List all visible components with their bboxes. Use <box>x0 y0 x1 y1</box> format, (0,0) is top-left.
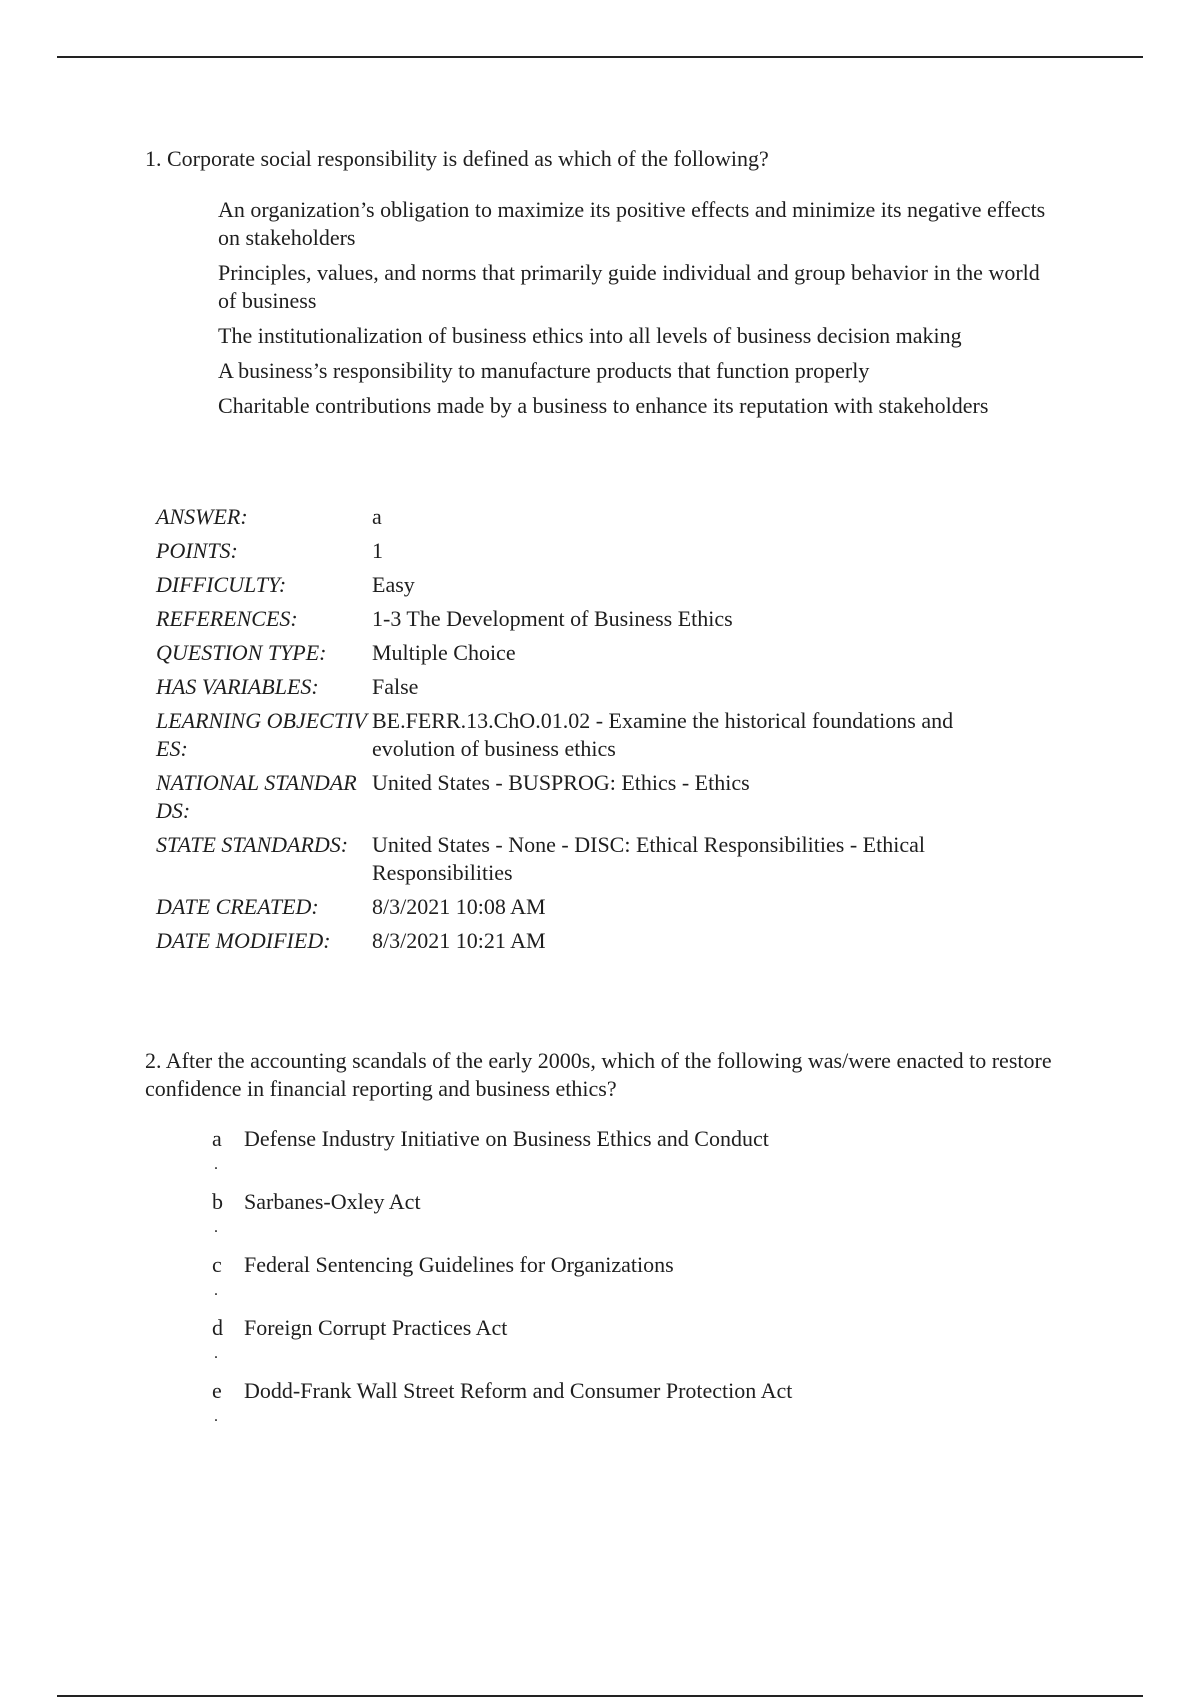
meta-label: DIFFICULTY: <box>156 572 287 597</box>
meta-row-difficulty <box>156 571 1032 605</box>
option-letter-dot: . <box>214 1219 218 1236</box>
option-letter: d <box>212 1315 223 1340</box>
meta-row-date-created <box>156 893 1032 927</box>
meta-row-question-type <box>156 639 1032 673</box>
meta-value: 1-3 The Development of Business Ethics <box>372 606 733 631</box>
option-text: Sarbanes-Oxley Act <box>244 1189 421 1214</box>
meta-row-references <box>156 605 1032 639</box>
meta-value: a <box>372 504 382 529</box>
meta-row-learning-objectives <box>156 707 1032 769</box>
meta-label: NATIONAL STANDARDS: <box>156 770 357 823</box>
meta-value: United States - None - DISC: Ethical Responsibilities - Ethical Responsibilities <box>372 832 925 885</box>
option-letter: e <box>212 1378 222 1403</box>
meta-value: False <box>372 674 419 699</box>
option-letter: c <box>212 1252 222 1277</box>
option-text: Dodd-Frank Wall Street Reform and Consumer Protection Act <box>244 1378 793 1403</box>
meta-label: LEARNING OBJECTIVES: <box>156 708 367 761</box>
meta-label: ANSWER: <box>156 504 248 529</box>
question-1-text: 1. Corporate social responsibility is defined as which of the following? <box>145 146 769 171</box>
bottom-rule <box>57 1695 1143 1697</box>
meta-label: DATE CREATED: <box>156 894 319 919</box>
meta-label: DATE MODIFIED: <box>156 928 331 953</box>
meta-value: BE.FERR.13.ChO.01.02 - Examine the historical foundations and evolution of business ethics <box>372 708 954 761</box>
meta-row-answer <box>156 503 1032 537</box>
option-b: Principles, values, and norms that primarily guide individual and group behavior in the world of business <box>218 260 1040 313</box>
option-letter-dot: . <box>214 1345 218 1362</box>
question-1-options <box>218 196 1048 427</box>
option-text: Foreign Corrupt Practices Act <box>244 1315 508 1340</box>
meta-row-national-standards <box>156 769 1032 831</box>
meta-label: QUESTION TYPE: <box>156 640 327 665</box>
option-text: Defense Industry Initiative on Business Ethics and Conduct <box>244 1126 769 1151</box>
meta-row-points <box>156 537 1032 571</box>
option-letter: a <box>212 1126 222 1151</box>
option-c: The institutionalization of business ethics into all levels of business decision making <box>218 323 962 348</box>
meta-value: United States - BUSPROG: Ethics - Ethics <box>372 770 750 795</box>
meta-value: 8/3/2021 10:08 AM <box>372 894 546 919</box>
meta-label: HAS VARIABLES: <box>156 674 319 699</box>
question-1-metadata <box>156 503 1032 961</box>
option-d: A business’s responsibility to manufacture products that function properly <box>218 358 870 383</box>
option-e: Charitable contributions made by a business to enhance its reputation with stakeholders <box>218 393 989 418</box>
option-a: An organization’s obligation to maximize its positive effects and minimize its negative effects on stakeholders <box>218 197 1046 250</box>
meta-value: 1 <box>372 538 383 563</box>
option-letter-dot: . <box>214 1408 218 1425</box>
meta-row-date-modified <box>156 927 1032 961</box>
option-text: Federal Sentencing Guidelines for Organizations <box>244 1252 674 1277</box>
option-letter-dot: . <box>214 1156 218 1173</box>
top-rule <box>57 56 1143 58</box>
meta-label: POINTS: <box>156 538 238 563</box>
question-2-text: 2. After the accounting scandals of the early 2000s, which of the following was/were enacted to restore confidence in financial reporting and business ethics? <box>145 1048 1052 1101</box>
meta-row-state-standards <box>156 831 1032 893</box>
option-letter: b <box>212 1189 223 1214</box>
meta-value: Multiple Choice <box>372 640 516 665</box>
option-letter-dot: . <box>214 1282 218 1299</box>
meta-value: Easy <box>372 572 415 597</box>
meta-row-has-variables <box>156 673 1032 707</box>
meta-value: 8/3/2021 10:21 AM <box>372 928 546 953</box>
meta-label: REFERENCES: <box>156 606 298 631</box>
meta-label: STATE STANDARDS: <box>156 832 349 857</box>
